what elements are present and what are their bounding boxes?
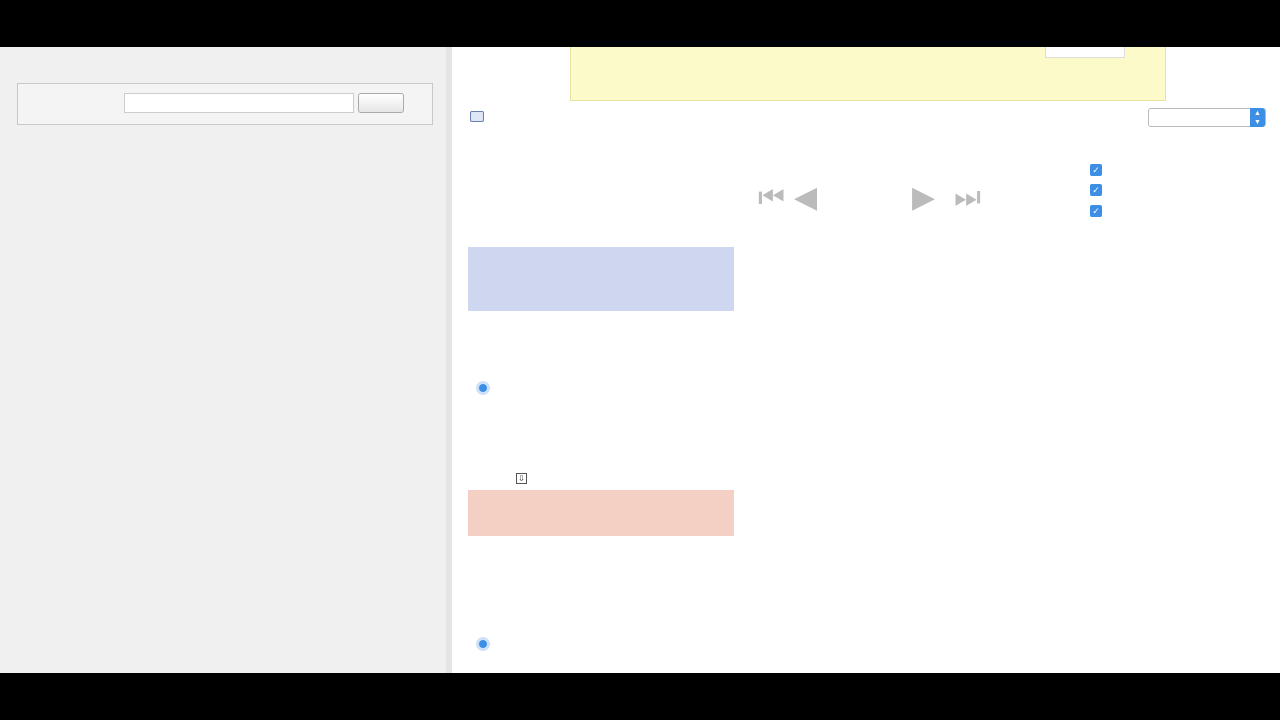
show-similar-options-link[interactable]: [516, 469, 533, 484]
course-sidebar: [0, 47, 452, 673]
personal-time-input[interactable]: [1045, 47, 1125, 58]
checkbox-icon: ✓: [1090, 205, 1102, 217]
radio-selected-icon[interactable]: [476, 637, 490, 651]
calendar-term-fall: [758, 247, 1002, 673]
checkbox-icon: ✓: [1090, 184, 1102, 196]
app-screen: [0, 47, 1280, 673]
expand-icon: ⇩: [516, 473, 527, 484]
checkbox-icon: ✓: [1090, 164, 1102, 176]
course-search-input[interactable]: [124, 93, 354, 113]
notice-banner: [570, 47, 1166, 101]
chevron-updown-icon: ▲ ▼: [1250, 108, 1265, 127]
calendar-term-winter: [1022, 247, 1266, 673]
filter-full-classes[interactable]: [1090, 160, 1106, 176]
prev-arrow-icon[interactable]: ◀: [794, 181, 818, 214]
section-header-chem1000[interactable]: [468, 490, 734, 536]
filter-online-classes[interactable]: [1090, 180, 1106, 196]
course-entry-box: [17, 83, 433, 125]
filter-oncampus-classes[interactable]: [1090, 201, 1106, 217]
section-list: [468, 247, 734, 673]
first-page-icon[interactable]: ⏮: [758, 181, 785, 214]
next-arrow-icon[interactable]: ▶: [912, 181, 936, 214]
print-schedule-link[interactable]: [470, 109, 488, 124]
results-pane: [458, 47, 1280, 673]
select-course-button[interactable]: [358, 93, 404, 113]
printer-icon: [470, 111, 484, 122]
radio-selected-icon[interactable]: [476, 381, 490, 395]
sort-preference-select[interactable]: [1148, 108, 1266, 127]
section-header-biol1000[interactable]: [468, 247, 734, 311]
last-page-icon[interactable]: ⏭: [954, 181, 981, 214]
